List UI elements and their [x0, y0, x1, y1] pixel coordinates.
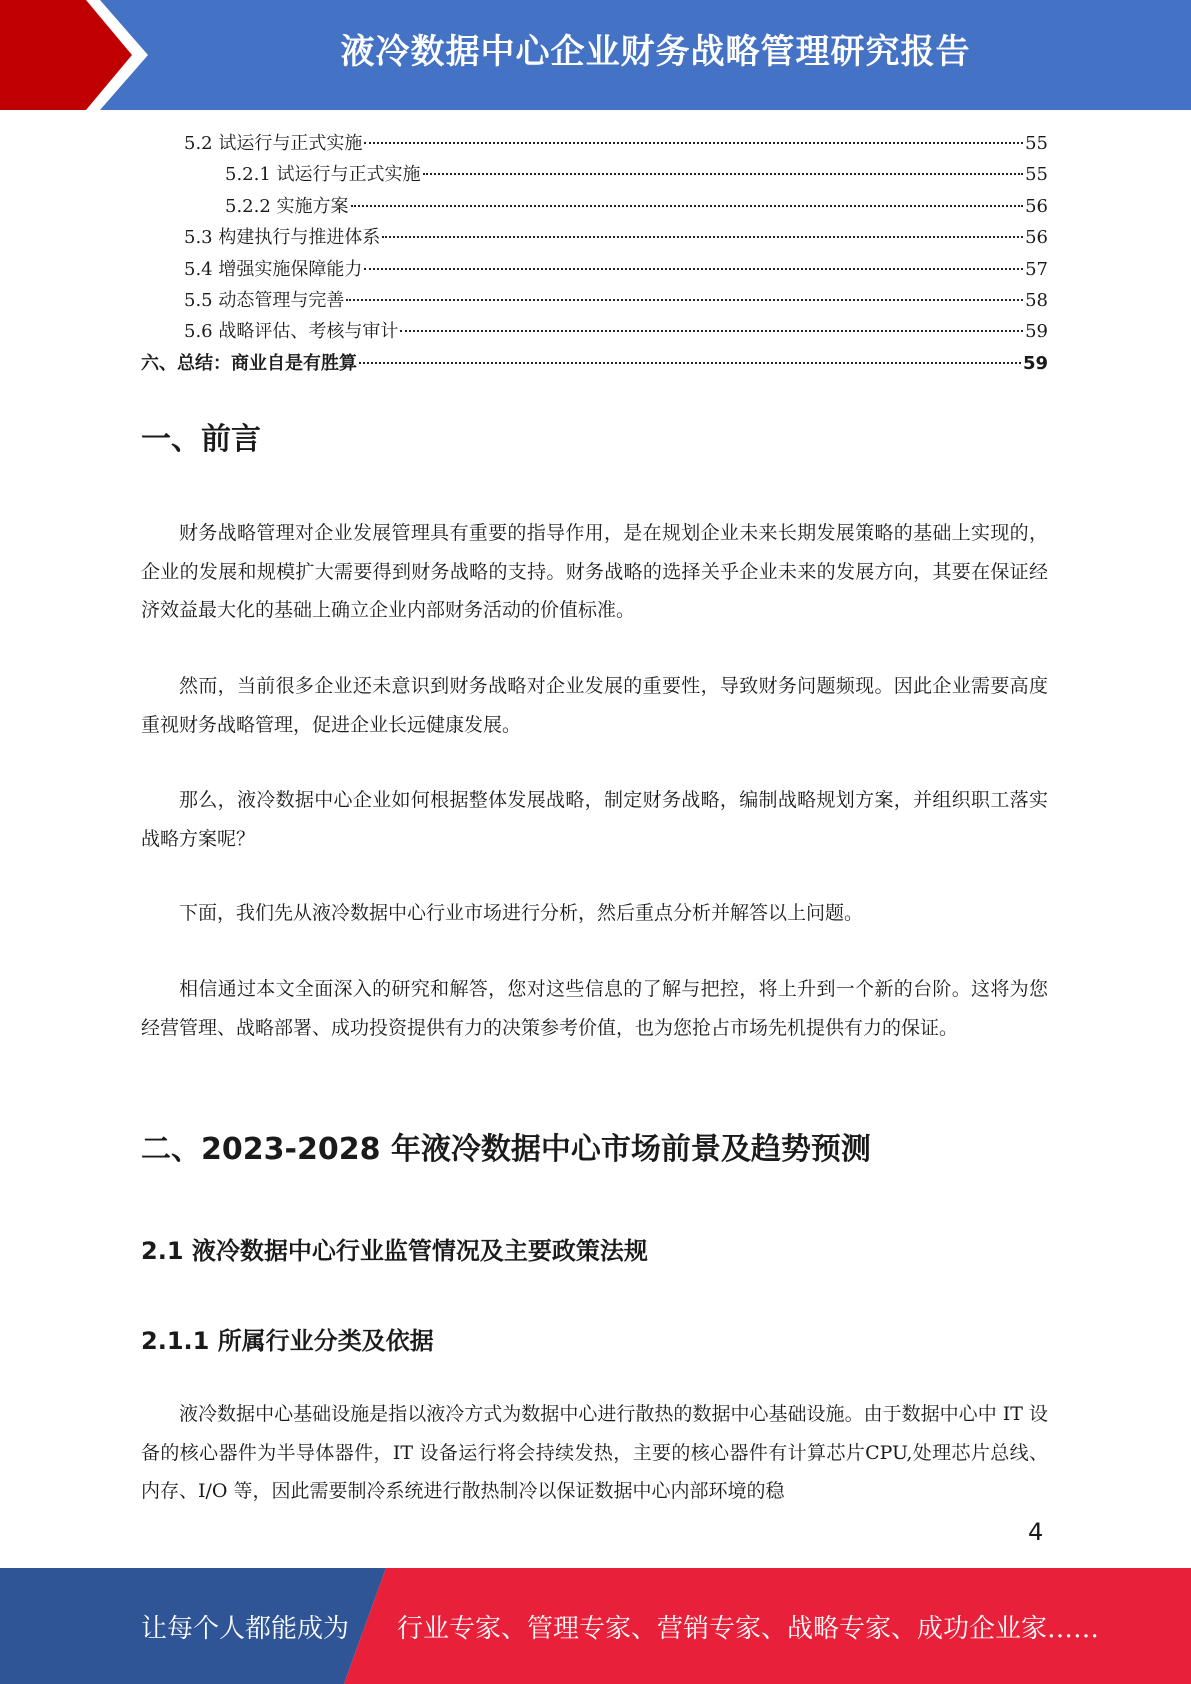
- subsubsection-heading: 2.1.1 所属行业分类及依据: [141, 1327, 434, 1355]
- toc-leader-dots: [382, 236, 1023, 238]
- toc-leader-dots: [364, 268, 1023, 270]
- section-heading-preface: 一、前言: [141, 422, 261, 457]
- section-heading-market-outlook: 二、2023-2028 年液冷数据中心市场前景及趋势预测: [141, 1132, 871, 1167]
- toc-entry-label: 5.6 战略评估、考核与审计: [184, 321, 399, 343]
- toc-entry-label: 六、总结：商业自是有胜算: [141, 352, 357, 374]
- toc-entry-page: 56: [1025, 195, 1048, 217]
- toc-entry-page: 57: [1025, 258, 1048, 280]
- toc-entry[interactable]: [141, 316, 1048, 347]
- footer-banner: [0, 1568, 1191, 1684]
- paragraph: 下面，我们先从液冷数据中心行业市场进行分析，然后重点分析并解答以上问题。: [179, 902, 864, 924]
- toc-leader-dots: [423, 173, 1024, 175]
- toc-leader-dots: [351, 205, 1024, 207]
- table-of-contents: [141, 128, 1048, 379]
- toc-leader-dots: [346, 299, 1023, 301]
- page-number: 4: [1028, 1518, 1044, 1546]
- header-banner: [0, 0, 1191, 110]
- toc-entry[interactable]: [141, 191, 1048, 222]
- toc-leader-dots: [359, 362, 1021, 364]
- footer-slogan-right: 行业专家、管理专家、营销专家、战略专家、成功企业家……: [397, 1614, 1100, 1644]
- toc-entry[interactable]: [141, 285, 1048, 316]
- toc-entry-page: 55: [1025, 164, 1048, 186]
- paragraph: 相信通过本文全面深入的研究和解答，您对这些信息的了解与把控，将上升到一个新的台阶。这将为您经营管理、战略部署、成功投资提供有力的决策参考价值，也为您抢占市场先机提供有力的保证。: [141, 978, 1048, 1039]
- subsection-heading: 2.1 液冷数据中心行业监管情况及主要政策法规: [141, 1237, 648, 1265]
- toc-leader-dots: [364, 142, 1023, 144]
- toc-entry-label: 5.2.1 试运行与正式实施: [225, 164, 421, 186]
- toc-entry[interactable]: [141, 128, 1048, 159]
- toc-entry[interactable]: [141, 348, 1048, 379]
- toc-entry-page: 58: [1025, 289, 1048, 311]
- toc-entry-label: 5.2 试运行与正式实施: [184, 133, 363, 154]
- toc-leader-dots: [400, 330, 1023, 332]
- toc-entry-label: 5.3 构建执行与推进体系: [184, 227, 381, 249]
- paragraph: 液冷数据中心基础设施是指以液冷方式为数据中心进行散热的数据中心基础设施。由于数据中心中 IT 设备的核心器件为半导体器件，IT 设备运行将会持续发热，主要的核心器件有计算芯片CPU,处理芯片总线、内存、I/O 等，因此需要制冷系统进行散热制冷以保证数据中心内部环境的稳: [141, 1403, 1048, 1502]
- report-title: 液冷数据中心企业财务战略管理研究报告: [340, 32, 971, 72]
- toc-entry-page: 59: [1025, 321, 1048, 343]
- toc-entry-page: 56: [1025, 227, 1048, 249]
- toc-entry-label: 5.5 动态管理与完善: [184, 289, 345, 311]
- toc-entry[interactable]: [141, 254, 1048, 285]
- toc-entry-page: 55: [1025, 133, 1048, 154]
- toc-entry[interactable]: [141, 222, 1048, 253]
- paragraph: 那么，液冷数据中心企业如何根据整体发展战略，制定财务战略，编制战略规划方案，并组织职工落实战略方案呢？: [141, 789, 1048, 850]
- paragraph: 财务战略管理对企业发展管理具有重要的指导作用，是在规划企业未来长期发展策略的基础上实现的，企业的发展和规模扩大需要得到财务战略的支持。财务战略的选择关乎企业未来的发展方向，其要在保证经济效益最大化的基础上确立企业内部财务活动的价值标准。: [141, 522, 1048, 621]
- toc-entry-label: 5.4 增强实施保障能力: [184, 258, 363, 280]
- footer-slogan-left: 让每个人都能成为: [141, 1614, 350, 1644]
- toc-entry-page: 59: [1022, 352, 1048, 374]
- toc-entry[interactable]: [141, 159, 1048, 190]
- toc-entry-label: 5.2.2 实施方案: [225, 195, 349, 217]
- paragraph: 然而，当前很多企业还未意识到财务战略对企业发展的重要性，导致财务问题频现。因此企业需要高度重视财务战略管理，促进企业长远健康发展。: [141, 675, 1048, 736]
